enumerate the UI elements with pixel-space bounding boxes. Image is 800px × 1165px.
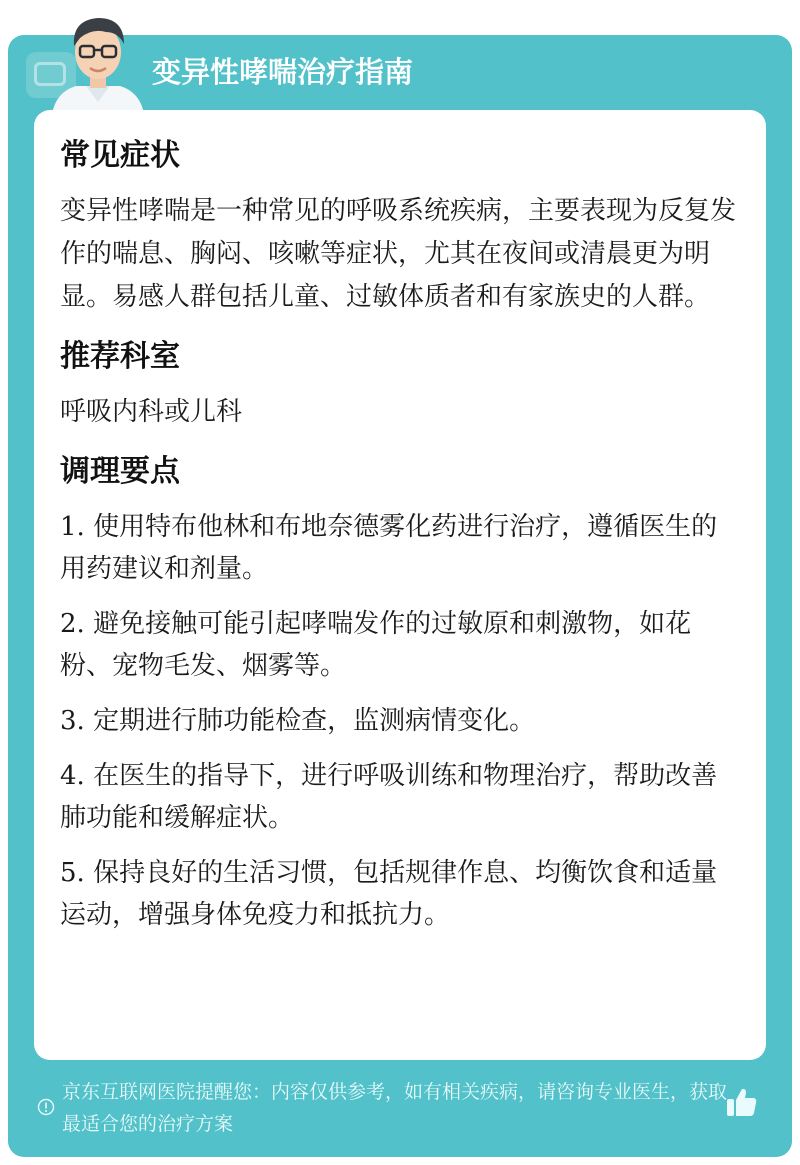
list-item-number: 1. <box>60 512 85 542</box>
doctor-avatar-icon <box>46 8 150 114</box>
list-item <box>60 852 740 936</box>
list-item <box>60 755 740 839</box>
list-item-text: 使用特布他林和布地奈德雾化药进行治疗，遵循医生的用药建议和剂量。 <box>60 512 718 584</box>
list-item-text: 避免接触可能引起哮喘发作的过敏原和刺激物，如花粉、宠物毛发、烟雾等。 <box>60 609 692 681</box>
disclaimer-text: 京东互联网医院提醒您：内容仅供参考，如有相关疾病，请咨询专业医生，获取最适合您的治疗方案 <box>62 1081 728 1135</box>
care-list <box>60 506 740 936</box>
list-item <box>60 700 740 742</box>
thumbs-up-icon[interactable] <box>725 1085 759 1119</box>
list-item-text: 定期进行肺功能检查，监测病情变化。 <box>93 706 536 736</box>
content-card <box>34 110 766 1060</box>
info-icon <box>37 1098 55 1116</box>
symptoms-text: 变异性哮喘是一种常见的呼吸系统疾病，主要表现为反复发作的喘息、胸闷、咳嗽等症状，尤其在夜间或清晨更为明显。易感人群包括儿童、过敏体质者和有家族史的人群。 <box>60 196 737 312</box>
list-item <box>60 506 740 590</box>
list-item-text: 在医生的指导下，进行呼吸训练和物理治疗，帮助改善肺功能和缓解症状。 <box>60 761 718 833</box>
page-title: 变异性哮喘治疗指南 <box>152 55 414 89</box>
symptoms-title: 常见症状 <box>60 138 180 173</box>
department-title: 推荐科室 <box>60 339 180 374</box>
list-item-text: 保持良好的生活习惯，包括规律作息、均衡饮食和适量运动，增强身体免疫力和抵抗力。 <box>60 858 718 930</box>
list-item-number: 3. <box>60 706 85 736</box>
department-text: 呼吸内科或儿科 <box>60 397 243 427</box>
list-item-number: 5. <box>60 858 85 888</box>
care-title: 调理要点 <box>60 454 180 489</box>
list-item-number: 4. <box>60 761 85 791</box>
list-item-number: 2. <box>60 609 85 639</box>
list-item <box>60 603 740 687</box>
